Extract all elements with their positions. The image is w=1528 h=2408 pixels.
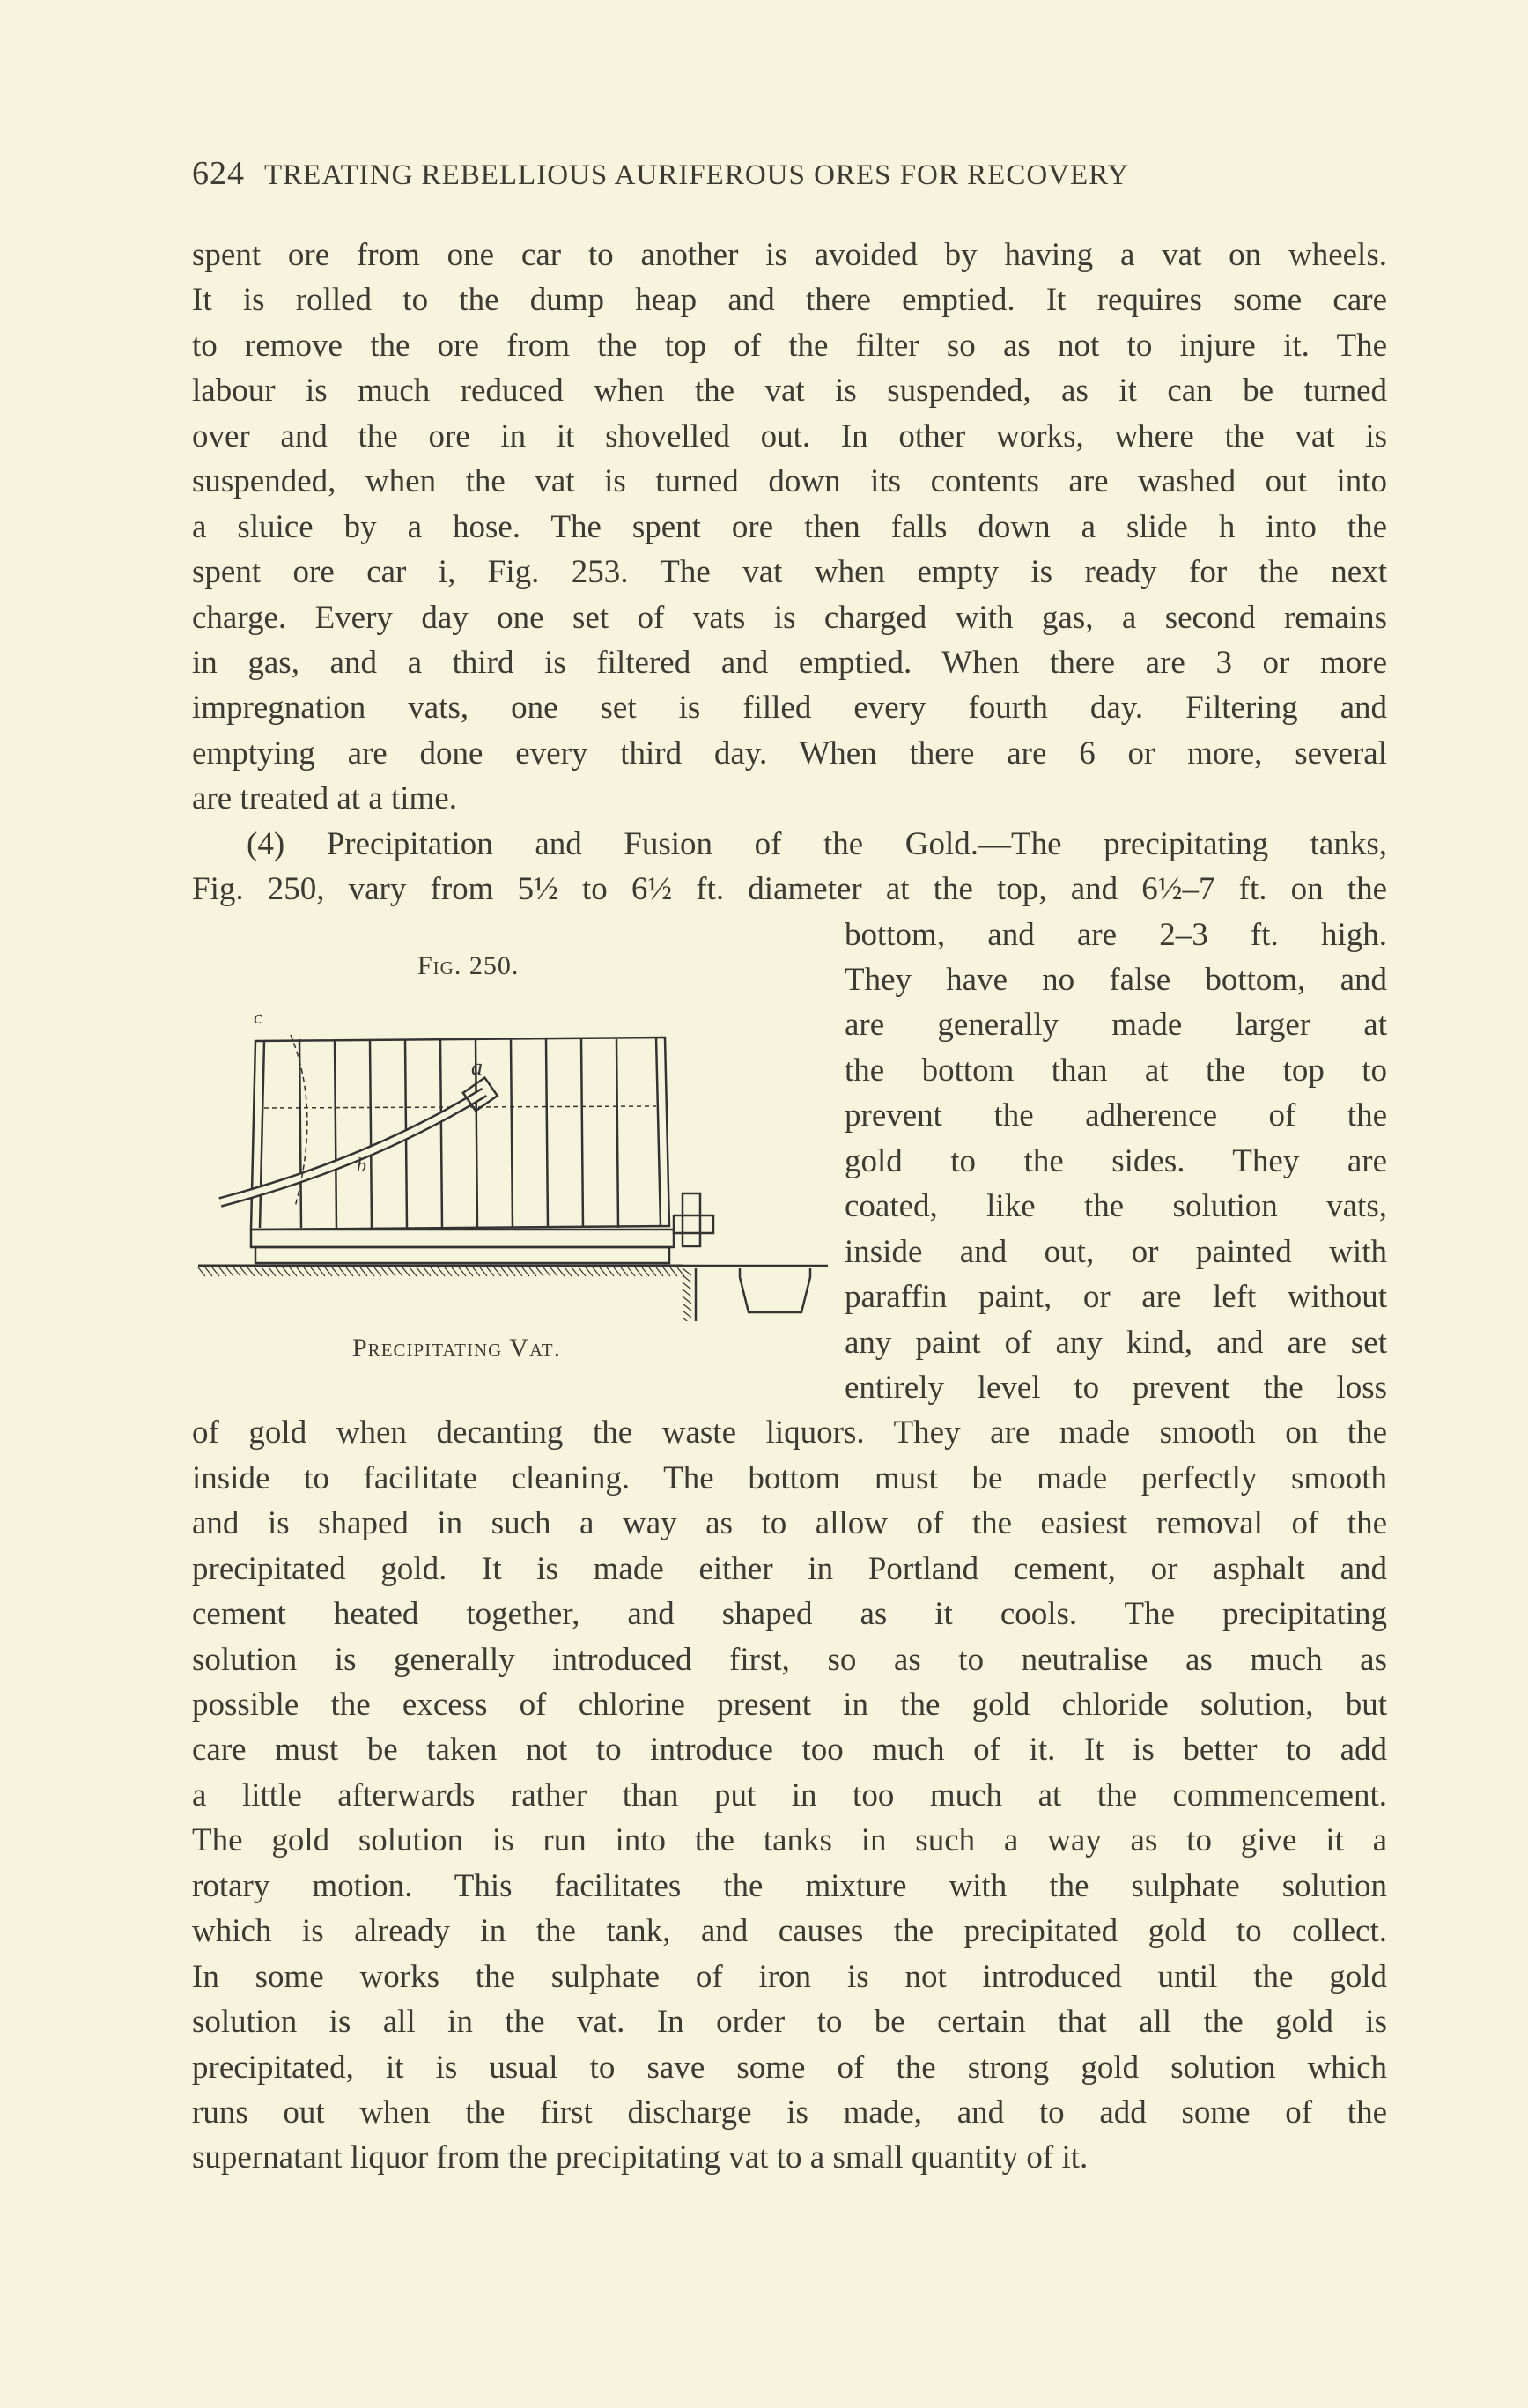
label-b: b	[357, 1154, 366, 1176]
text-line: runs out when the first discharge is made, and to add some of the	[192, 2094, 1387, 2131]
text-line: spent ore from one car to another is avoided by having a vat on wheels.	[192, 237, 1387, 273]
text-line: suspended, when the vat is turned down its contents are washed out into	[192, 463, 1387, 500]
text-line: the bottom than at the top to	[845, 1052, 1387, 1089]
running-header	[192, 154, 1319, 193]
running-title: TREATING REBELLIOUS AURIFEROUS ORES FOR RECOVERY	[264, 159, 1130, 191]
text-line: of gold when decanting the waste liquors. They are made smooth on the	[192, 1415, 1387, 1451]
text-line: emptying are done every third day. When there are 6 or more, several	[192, 735, 1387, 772]
text-line: any paint of any kind, and are set	[845, 1324, 1387, 1361]
text-line: supernatant liquor from the precipitating vat to a small quantity of it.	[192, 2139, 1089, 2176]
text-line: possible the excess of chlorine present in the gold chloride solution, but	[192, 1687, 1387, 1723]
text-line: a little afterwards rather than put in too much at the commencement.	[192, 1776, 1387, 1813]
stave	[299, 1039, 301, 1228]
stave	[335, 1039, 336, 1228]
text-line: (4) Precipitation and Fusion of the Gold.—The precipitating tanks,	[247, 825, 1387, 862]
text-line: They have no false bottom, and	[845, 962, 1387, 998]
text-line: charge. Every day one set of vats is charged with gas, a second remains	[192, 599, 1387, 636]
figure-label-text: Fig. 250.	[417, 951, 520, 980]
text-line: impregnation vats, one set is filled every fourth day. Filtering and	[192, 690, 1387, 727]
text-line: rotary motion. This facilitates the mixture with the sulphate solution	[192, 1867, 1387, 1904]
figure-caption-text: Precipitating Vat.	[352, 1333, 562, 1363]
figure-label	[417, 951, 519, 981]
text-line: over and the ore in it shovelled out. In other works, where the vat is	[192, 417, 1387, 454]
text-line: gold to the sides. They are	[845, 1142, 1387, 1179]
text-line: to remove the ore from the top of the filter so as not to injure it. The	[192, 327, 1387, 364]
text-line: which is already in the tank, and causes the precipitated gold to collect.	[192, 1913, 1387, 1950]
text-line: prevent the adherence of the	[845, 1097, 1387, 1134]
label-c: c	[254, 1013, 262, 1028]
text-line: paraffin paint, or are left without	[845, 1279, 1387, 1316]
vat-base	[198, 1193, 713, 1321]
text-line: inside to facilitate cleaning. The bottom must be made perfectly smooth	[192, 1459, 1387, 1496]
stave	[581, 1039, 583, 1228]
text-line: In some works the sulphate of iron is not introduced until the gold	[192, 1958, 1387, 1995]
page-number: 624	[192, 155, 245, 192]
stave	[511, 1039, 513, 1228]
text-line: coated, like the solution vats,	[845, 1188, 1387, 1225]
stave	[370, 1039, 372, 1228]
text-line: precipitated, it is usual to save some of the strong gold solution which	[192, 2049, 1387, 2086]
text-line: cement heated together, and shaped as it cools. The precipitating	[192, 1596, 1387, 1633]
figure-caption	[352, 1333, 561, 1363]
text-line: Fig. 250, vary from 5½ to 6½ ft. diameter at the top, and 6½–7 ft. on the	[192, 871, 1387, 908]
text-line: precipitated gold. It is made either in Portland cement, or asphalt and	[192, 1550, 1387, 1587]
stave	[616, 1039, 618, 1228]
text-line: The gold solution is run into the tanks in such a way as to give it a	[192, 1822, 1387, 1859]
text-line: are generally made larger at	[845, 1007, 1387, 1044]
text-line: solution is all in the vat. In order to be certain that all the gold is	[192, 2004, 1387, 2041]
precipitating-vat-illustration	[194, 1013, 828, 1321]
stave	[546, 1039, 548, 1228]
text-line: are treated at a time.	[192, 780, 457, 817]
bucket	[683, 1266, 828, 1321]
text-line: spent ore car i, Fig. 253. The vat when empty is ready for the next	[192, 554, 1387, 591]
text-line: a sluice by a hose. The spent ore then falls down a slide h into the	[192, 508, 1387, 545]
label-a: a	[471, 1054, 483, 1080]
vat-body	[220, 1035, 669, 1230]
text-line: inside and out, or painted with	[845, 1233, 1387, 1270]
stave	[440, 1039, 442, 1228]
text-line: solution is generally introduced first, so as to neutralise as much as	[192, 1641, 1387, 1678]
text-line: and is shaped in such a way as to allow of the easiest removal of the	[192, 1505, 1387, 1542]
text-line: entirely level to prevent the loss	[845, 1369, 1387, 1406]
text-line: It is rolled to the dump heap and there emptied. It requires some care	[192, 282, 1387, 319]
text-line: bottom, and are 2–3 ft. high.	[845, 916, 1387, 953]
text-line: in gas, and a third is filtered and emptied. When there are 3 or more	[192, 644, 1387, 681]
text-line: labour is much reduced when the vat is suspended, as it can be turned	[192, 373, 1387, 410]
text-line: care must be taken not to introduce too much of it. It is better to add	[192, 1732, 1387, 1769]
